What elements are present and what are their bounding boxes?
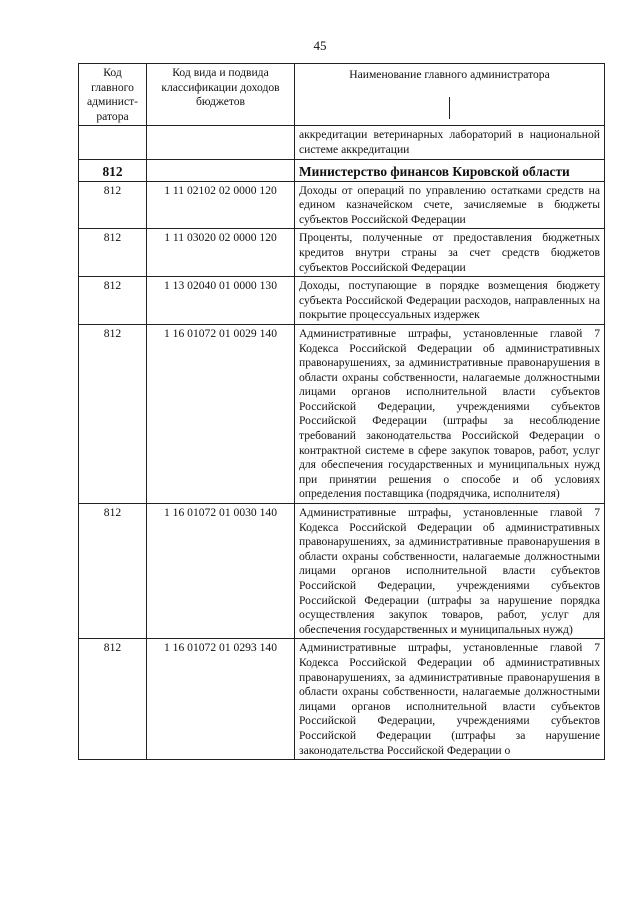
cell-admin-name: Доходы, поступающие в порядке возмещения бюджету субъекта Российской Федерации расходов, направленных на покрытие процессуальных издержек bbox=[295, 277, 605, 325]
cell-admin-code: 812 bbox=[79, 181, 147, 229]
header-admin-name bbox=[295, 64, 605, 126]
table-row bbox=[79, 277, 605, 325]
cell-admin-code: 812 bbox=[79, 504, 147, 639]
cell-admin-name: Доходы от операций по управлению остатками средств на едином казначейском счете, зачисляемые в бюджеты субъектов Российской Федерации bbox=[295, 181, 605, 229]
cell-admin-name: Административные штрафы, установленные главой 7 Кодекса Российской Федерации об административных правонарушениях, за административные правонарушения в области охраны собственности, налагаемые должностными лицами органов исполнительной власти субъектов Российской Федерации, учреждениями субъектов Российской Федерации (штрафы за нарушение законодательства Российской Федерации о bbox=[295, 639, 605, 760]
cell-admin-code: 812 bbox=[79, 324, 147, 503]
cell-revenue-code: 1 16 01072 01 0030 140 bbox=[147, 504, 295, 639]
cell-admin-code: 812 bbox=[79, 159, 147, 181]
table-row bbox=[79, 229, 605, 277]
revenue-administrators-table bbox=[78, 63, 605, 760]
table-row bbox=[79, 639, 605, 760]
cell-revenue-code: 1 13 02040 01 0000 130 bbox=[147, 277, 295, 325]
table-header-row bbox=[79, 64, 605, 126]
header-admin-name-label: Наименование главного администратора bbox=[349, 68, 550, 81]
header-revenue-code: Код вида и подвида классификации доходов бюджетов bbox=[147, 64, 295, 126]
page-number: 45 bbox=[313, 38, 327, 53]
text-cursor-mark bbox=[449, 97, 450, 119]
cell-revenue-code: 1 11 03020 02 0000 120 bbox=[147, 229, 295, 277]
cell-revenue-code: 1 16 01072 01 0029 140 bbox=[147, 324, 295, 503]
cell-admin-name: Административные штрафы, установленные главой 7 Кодекса Российской Федерации об административных правонарушениях, за административные правонарушения в области охраны собственности, налагаемые должностными лицами органов исполнительной власти субъектов Российской Федерации, учреждениями субъектов Российской Федерации (штрафы за несоблюдение требований законодательства Российской Федерации о контрактной системе в сфере закупок товаров, работ, услуг для обеспечения государственных и муниципальных нужд при принятии решения о способе и об условиях определения поставщика (подрядчика, исполнителя) bbox=[295, 324, 605, 503]
cell-admin-name: Административные штрафы, установленные главой 7 Кодекса Российской Федерации об административных правонарушениях, за административные правонарушения в области охраны собственности, налагаемые должностными лицами органов исполнительной власти субъектов Российской Федерации, учреждениями субъектов Российской Федерации (штрафы за нарушение порядка осуществления закупок товаров, работ, услуг для обеспечения государственных и муниципальных нужд) bbox=[295, 504, 605, 639]
cell-admin-name: аккредитации ветеринарных лабораторий в национальной системе аккредитации bbox=[295, 126, 605, 159]
cell-admin-name: Проценты, полученные от предоставления бюджетных кредитов внутри страны за счет средств бюджетов субъектов Российской Федерации bbox=[295, 229, 605, 277]
table-row bbox=[79, 126, 605, 159]
cell-revenue-code bbox=[147, 159, 295, 181]
table-row bbox=[79, 159, 605, 181]
cell-admin-name: Министерство финансов Кировской области bbox=[295, 159, 605, 181]
cell-admin-code: 812 bbox=[79, 639, 147, 760]
table-row bbox=[79, 181, 605, 229]
cell-admin-code: 812 bbox=[79, 229, 147, 277]
table-row bbox=[79, 504, 605, 639]
header-admin-code: Код главного админист-ратора bbox=[79, 64, 147, 126]
table-body bbox=[79, 126, 605, 760]
table-row bbox=[79, 324, 605, 503]
cell-revenue-code bbox=[147, 126, 295, 159]
cell-revenue-code: 1 11 02102 02 0000 120 bbox=[147, 181, 295, 229]
cell-revenue-code: 1 16 01072 01 0293 140 bbox=[147, 639, 295, 760]
cell-admin-code bbox=[79, 126, 147, 159]
cell-admin-code: 812 bbox=[79, 277, 147, 325]
